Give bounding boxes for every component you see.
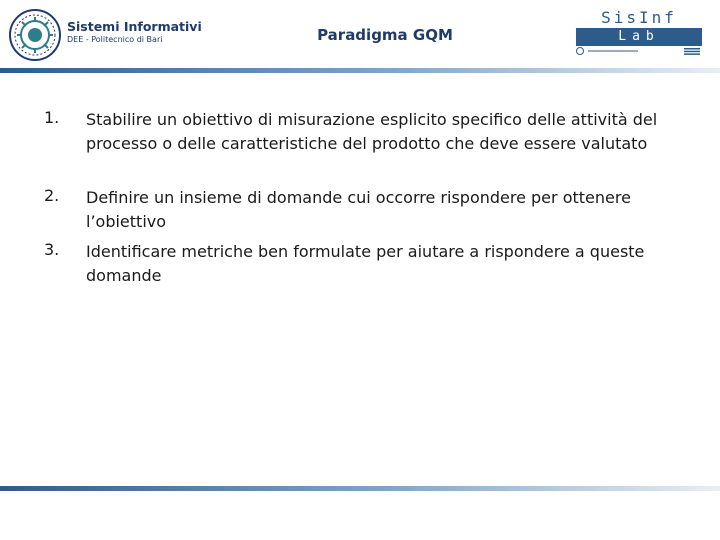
lab-logo-bar: [576, 28, 702, 46]
politecnico-mini-icon: [576, 47, 584, 55]
list-item-text: Stabilire un obiettivo di misurazione esplicito specifico delle attività del processo o delle caratteristiche del prodotto che deve essere valutato: [86, 110, 658, 153]
header-divider: [0, 68, 720, 73]
list-item-text: Definire un insieme di domande cui occorre rispondere per ottenere l’obiettivo: [86, 188, 631, 231]
lab-logo-word: SisInf: [601, 8, 677, 27]
brand-title: Sistemi Informativi: [67, 19, 202, 34]
slide-header: [0, 0, 720, 70]
lab-logo-bar-text: Lab: [618, 29, 660, 44]
slide-title: Paradigma GQM: [317, 26, 453, 44]
brand-subtitle: DEE - Politecnico di Bari: [67, 35, 163, 44]
list-item-number: 2.: [44, 186, 60, 205]
list-item-text: Identificare metriche ben formulate per aiutare a rispondere a queste domande: [86, 242, 645, 285]
list-item-number: 1.: [44, 108, 60, 127]
lab-logo: [574, 8, 704, 58]
lab-logo-divider: [588, 50, 638, 52]
list-item-number: 3.: [44, 240, 60, 259]
dee-mini-icon: [684, 48, 700, 55]
university-seal-icon: [8, 8, 62, 62]
footer-divider: [0, 486, 720, 491]
